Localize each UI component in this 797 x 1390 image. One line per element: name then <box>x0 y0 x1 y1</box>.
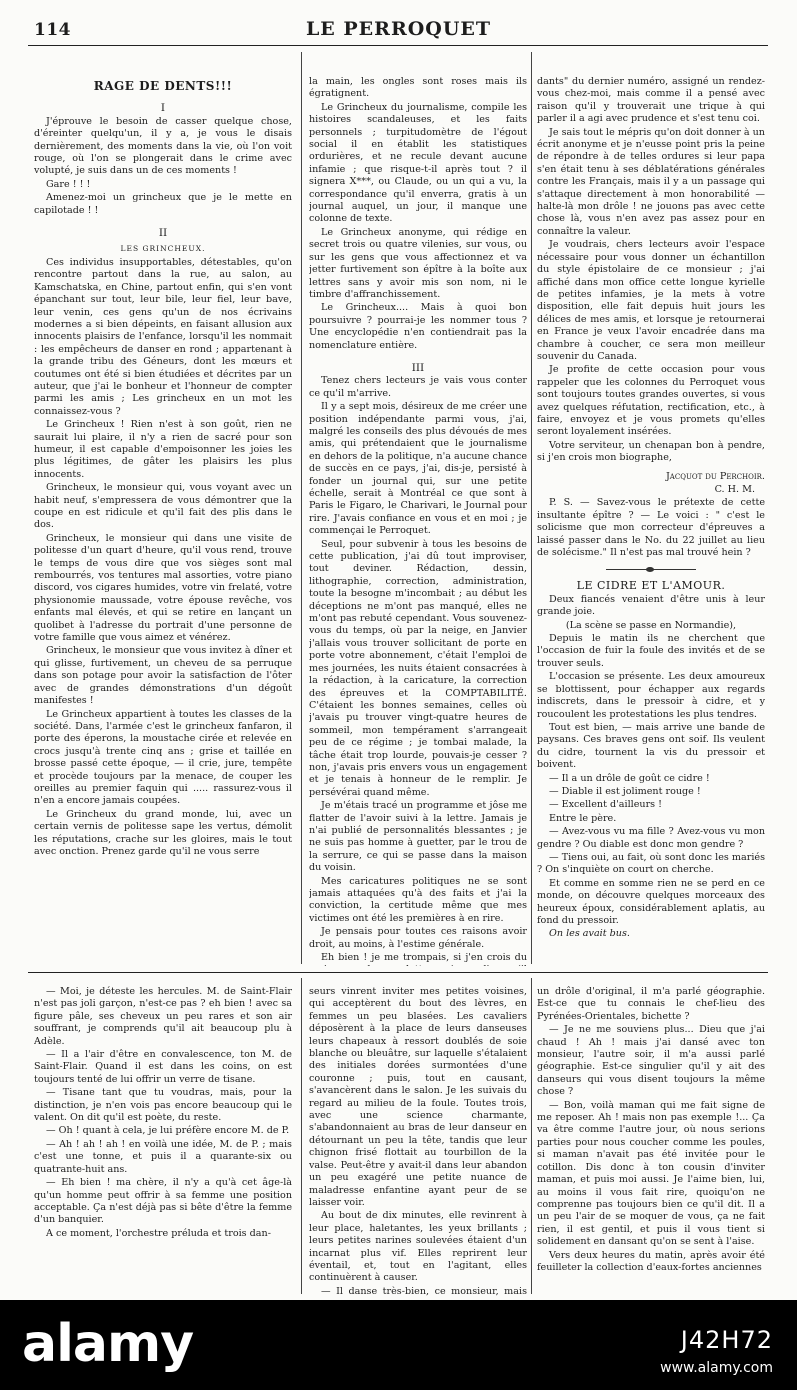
paragraph: Eh bien ! je me trompais, si j'en crois du <box>321 952 527 964</box>
stock-logo: alamy <box>22 1314 194 1374</box>
stock-image-id: J42H72 <box>680 1326 773 1354</box>
paragraph: Et comme en somme rien ne se perd en ce monde, on découvre quelques morceaux des heureux époux, considérablement aplatis, au fond du pressoir. <box>537 877 765 926</box>
paragraph: Tout est bien, — mais arrive une bande de paysans. Ces braves gens ont soif. Ils veulent du cidre, tournent la vis du pressoir et boivent. <box>537 721 765 771</box>
stock-watermark-banner <box>0 1300 797 1390</box>
paragraph: — Ah ! ah ! ah ! en voilà une idée, M. de P. ; mais c'est une tonne, et puis il a quarante-six ou quatrante-huit ans. <box>34 1138 292 1175</box>
paragraph: Tenez chers lecteurs je vais vous conter ce qu'il m'arrive. <box>309 375 527 399</box>
stock-url: www.alamy.com <box>660 1360 773 1376</box>
paragraph: — Il danse très-bien, ce monsieur, mais <box>321 1285 527 1296</box>
paragraph: — Diable il est joliment rouge ! <box>549 785 701 797</box>
paragraph: dants" du dernier numéro, assigné un rendez-vous chez-moi, mais comme il a pensé avec raison qu'il y trouverait une trique à qui parler il a agi avec prudence et s'est tenu coi. <box>537 76 765 125</box>
article-title-cidre: LE CIDRE ET L'AMOUR. <box>576 579 726 593</box>
paragraph: — Tisane tant que tu voudras, mais, pour la distinction, je n'en vois pas encore beaucoup qui le valent. On dit qu'il est poète, du reste. <box>34 1087 292 1124</box>
paragraph: Au bout de dix minutes, elle revinrent à leur place, haletantes, les yeux brillants ; leurs petites narines soulevées étaient d'un incarnat plus vif. Elles reprirent leur éventail, et, tout en l'agitant, elles continuèrent à causer. <box>309 1210 527 1284</box>
paragraph: Le Grincheux appartient à toutes les classes de la société. Dans, l'armée c'est le grincheux fanfaron, il porte des éperons, la moustache cirée et relevée en crocs jusqu'à trente cinq ans ; grise et taillée en brosse passé cette époque, — il crie, jure, tempête et procède toujours par la menace, de couper les oreilles au premier faquin qui ..... rassurez-vous il n'en a encore jamais coupées. <box>34 708 292 807</box>
paragraph: Le Grincheux du grand monde, lui, avec un certain vernis de politesse sape les vertus, démolit les réputations, crache sur les gloires, mais le tout avec onction. Prenez garde qu'il ne vous serre <box>34 808 292 857</box>
paragraph: — Je ne me souviens plus... Dieu que j'ai chaud ! Ah ! mais j'ai dansé avec ton monsieur, l'autre soir, il m'a aussi parlé géographie. Est-ce singulier qu'il y ait des danseurs qui vous disent toujours la même chose ? <box>537 1024 765 1098</box>
paragraph: Seul, pour subvenir à tous les besoins de cette publication, j'ai dû tout improviser, tout deviner. Rédaction, dessin, lithographie, correction, administration, toute la besogne m'incombait ; au début les déceptions ne m'ont pas manqué, elles ne m'ont pas rebuté cependant. Vous souvenez-vous du temps, où par la neige, en Janvier j'allais vous trouver sollicitant de porte en porte votre abonnement, c'était l'emploi de mes journées, les nuits étaient consacrées à la rédaction, à la caricature, la correction des épreuves et la COMPTABILITÉ. C'étaient les bonnes semaines, celles où j'avais pu trouver vingt-quatre heures de sommeil, mon tempérament s'arrangeait peu de ce régime ; je tombai malade, la tâche était trop lourde, pouvais-je cesser ? non, j'avais pris envers vous un engagement et je tenais à honneur de le remplir. Je persévérai quand même. <box>309 538 527 798</box>
paragraph: Le Grincheux ! Rien n'est à son goût, rien ne saurait lui plaire, il n'y a rien de sacré pour son humeur, il est capable d'empoisonner les joies les plus légitimes, de gâter les plaisirs les plus innocents. <box>34 419 292 480</box>
paragraph: — Oh ! quant à cela, je lui préfère encore M. de P. <box>46 1125 290 1137</box>
paragraph: — Moi, je déteste les hercules. M. de Saint-Flair n'est pas joli garçon, n'est-ce pas ? eh bien ! avec sa figure pâle, ses cheveux un peu rares et son air souffrant, je comprends qu'il ait beaucoup plu à Adèle. <box>34 986 292 1047</box>
paragraph: Mes caricatures politiques ne se sont jamais attaquées qu'à des faits et j'ai la conviction, la certitude même que mes victimes ont été les premières à en rire. <box>309 875 527 924</box>
paragraph: — Avez-vous vu ma fille ? Avez-vous vu mon gendre ? Ou diable est donc mon gendre ? <box>537 826 765 850</box>
bottom-column-3 <box>537 986 765 1296</box>
paragraph: — Bon, voilà maman qui me fait signe de me reposer. Ah ! mais non pas exemple !... Ça va être comme l'autre jour, où nous serions parties pour nous coucher comme les poules, si maman n'avait pas été invitée pour le cotillon. Dis donc à ton cousin d'inviter maman, et puis moi aussi. Je l'aime bien, lui, au moins il vous fait rire, quoiqu'on ne comprenne pas toujours bien ce qu'il dit. Il a un peu l'air de se moquer de vous, ça ne fait rien, il est gentil, et puis il vous tient si solidement en dansant qu'on se sent à l'aise. <box>537 1099 765 1248</box>
column-divider-1 <box>301 52 302 964</box>
paragraph: — Il a un drôle de goût ce cidre ! <box>549 772 710 784</box>
paragraph: — Il a l'air d'être en convalescence, ton M. de Saint-Flair. Quand il est dans les coins, on est toujours tenté de lui offrir un verre de tisane. <box>34 1049 292 1085</box>
article-title-rage: RAGE DE DENTS!!! <box>93 79 233 93</box>
stage-direction: (La scène se passe en Normandie), <box>565 619 737 631</box>
paragraph: la main, les ongles sont roses mais ils égratignent. <box>309 76 527 100</box>
column-2 <box>309 76 527 966</box>
section-numeral-3: III <box>411 361 425 374</box>
paragraph: Grincheux, le monsieur que vous invitez à dîner et qui glisse, furtivement, un cheveu de sa perruque dans son potage pour avoir la satisfaction de l'ôter avec de grandes démonstrations d'un dégoût manifestes ! <box>34 645 292 707</box>
postscript: P. S. — Savez-vous le prétexte de cette insultante épître ? — Le voici : " c'est le solicisme que mon correcteur d'épreuves a laissé passer dans le No. du 22 juillet au lieu de solécisme." Il n'est pas mal trouvé hein ? <box>537 497 765 559</box>
paragraph: — Eh bien ! ma chère, il n'y a qu'à cet âge-là qu'un homme peut offrir à sa femme une position acceptable. Ça n'est déjà pas si bête d'être la femme d'un banquier. <box>34 1177 292 1226</box>
paragraph: A ce moment, l'orchestre préluda et trois dan- <box>46 1227 271 1239</box>
section-numeral-1: I <box>160 102 166 115</box>
page-number: 114 <box>34 20 71 40</box>
paragraph: Le Grincheux du journalisme, compile les histoires scandaleuses, et les faits personnels ; turpitudomètre de l'égout social il en établit les statistiques ordurières, et ne recule devant aucune infamie ; que risque-t-il après tout ? il signera X***, ou Claude, ou un qui a vu, la correspondance qu'il enverra, gratis à un journal auquel, un jour, il manque une colonne de texte. <box>309 101 527 225</box>
column-3 <box>537 76 765 966</box>
paragraph: Je m'étais tracé un programme et jôse me flatter de l'avoir suivi à la lettre. Jamais je n'ai publié de personnalités blessantes ; je ne suis pas homme à guetter, par le trou de la serrure, ce qui se passe dans la maison du voisin. <box>309 800 527 874</box>
signature-pseudonym: Jacquot du Perchoir. <box>665 470 765 482</box>
header-rule <box>28 45 768 46</box>
column-1 <box>34 78 292 966</box>
paragraph: — Tiens oui, au fait, où sont donc les mariés ? On s'inquiète on court on cherche. <box>537 851 765 876</box>
paragraph: Le Grincheux.... Mais à quoi bon poursuivre ? pourrai-je les nommer tous ? Une encyclopédie n'en contiendrait pas la nomenclature entière. <box>309 302 527 351</box>
paragraph: Grincheux, le monsieur qui, vous voyant avec un habit neuf, s'empressera de vous démontrer que la coupe en est ridicule et qu'il fait des plis dans le dos. <box>34 482 292 531</box>
column-divider-4 <box>531 978 532 1294</box>
feuilleton-rule <box>28 972 768 973</box>
paragraph: Gare ! ! ! <box>46 178 91 190</box>
paragraph: Depuis le matin ils ne cherchent que l'occasion de fuir la foule des invités et de se trouver seuls. <box>537 633 765 669</box>
paragraph: L'occasion se présente. Les deux amoureux se blottissent, pour échapper aux regards indiscrets, dans le pressoir à cidre, et y roucoulent les protestations les plus tendres. <box>537 671 765 720</box>
closing-line: On les avait bus. <box>549 928 630 940</box>
bottom-column-1 <box>34 986 292 1296</box>
bottom-column-2 <box>309 986 527 1296</box>
paragraph: J'éprouve le besoin de casser quelque chose, d'éreinter quelqu'un, il y a, je vous le disais dernièrement, des moments dans la vie, où l'on voit rouge, où l'on se plongerait dans le crime avec volupté, je suis dans un de ces moments ! <box>34 115 292 177</box>
paragraph: un drôle d'original, il m'a parlé géographie. Est-ce que tu connais le chef-lieu des Pyrénées-Orientales, bichette ? <box>537 986 765 1022</box>
paragraph: Entre le père. <box>549 812 617 824</box>
paragraph: Je profite de cette occasion pour vous rappeler que les colonnes du Perroquet vous sont toujours toutes grandes ouvertes, si vous avez quelques réfutation, rectification, etc., à faire, envoyez et je vous promets qu'elles seront loyalement insérées. <box>537 364 765 438</box>
paragraph: Ces individus insupportables, détestables, qu'on rencontre partout dans la rue, au salon, au Kamschatska, en Chine, partout enfin, qui s'en vont épanchant sur tout, leur bile, leur fiel, leur bave, leur venin, ces gens qu'un de nos écrivains modernes a si bien dépeints, en faisant allusion aux innocents plaisirs de l'enfance, lorsqu'il les nommait : les empêcheurs de danser en rond ; appartenant à la grande tribu des Géneurs, dont les mœurs et coutumes ont été si bien étudiées et décrites par un auteur, que j'ai le bonheur et l'honneur de compter parmi les amis ; Les grincheux en un mot les connaissez-vous ? <box>34 256 292 417</box>
paragraph: — Excellent d'ailleurs ! <box>549 799 662 811</box>
paragraph: Je voudrais, chers lecteurs avoir l'espace nécessaire pour vous donner un échantillon du style épistolaire de ce monsieur ; j'ai affiché dans mon office cette longue kyrielle de petites infamies, je la mets à votre disposition, elle fait depuis huit jours les délices de mes amis, et lorsque je retournerai en France je veux l'avoir encadrée dans ma chambre à coucher, ce sera mon meilleur souvenir du Canada. <box>537 239 765 362</box>
paragraph: Amenez-moi un grincheux que je le mette en capilotade ! ! <box>34 192 292 216</box>
paragraph: Deux fiancés venaient d'être unis à leur grande joie. <box>537 593 765 618</box>
section-numeral-2: II <box>158 227 168 240</box>
paragraph: Vers deux heures du matin, après avoir été feuilleter la collection d'eaux-fortes anciennes <box>537 1249 765 1273</box>
paragraph: Il y a sept mois, désireux de me créer une position indépendante parmi vous, j'ai, malgré les conseils des plus dévoués de mes amis, qui prétendaient que le journalisme en dehors de la politique, n'a aucune chance de succès en ce pays, j'ai, dis-je, persisté à fonder un journal qui, sur une petite échelle, serait à Montréal ce que sont à Paris le Figaro, le Charivari, le Journal pour rire. J'avais confiance en vous et en moi ; je commençai le Perroquet. <box>309 401 527 537</box>
paragraph: Votre serviteur, un chenapan bon à pendre, si j'en crois mon biographe, <box>537 439 765 464</box>
column-divider-3 <box>301 978 302 1294</box>
column-divider-2 <box>531 52 532 964</box>
masthead-title: LE PERROQUET <box>305 18 492 40</box>
paragraph: seurs vinrent inviter mes petites voisines, qui acceptèrent du bout des lèvres, en femmes un peu blasées. Les cavaliers déposèrent à la place de leurs danseuses leurs chapeaux à ressort doublés de soie blanche ou bleuâtre, sur laquelle s'étalaient des initiales dorées surmontées d'une couronne ; puis, tout en causant, s'avancèrent dans le salon. Je les suivais du regard au milieu de la foule. Toutes trois, avec une science charmante, s'abandonnaient au bras de leur danseur en détournant un peu la tête, tandis que leur chignon frisé flottait au tourbillon de la valse. Peut-être y avait-il dans leur abandon un peu exagéré une petite nuance de maladresse enfantine ayant peur de se laisser voir. <box>309 986 527 1208</box>
ornament-divider <box>606 569 696 570</box>
paragraph: Le Grincheux anonyme, qui rédige en secret trois ou quatre vilenies, sur vous, ou sur les gens que vous affectionnez et va jetter furtivement son épître à la boîte aux lettres sans y avoir mis son nom, ni le timbre d'affranchissement. <box>309 226 527 300</box>
paragraph: Je sais tout le mépris qu'on doit donner à un écrit anonyme et je n'eusse point pris la peine de répondre à de telles ordures si leur papa s'en était tenu à ses déblatérations générales contre les Français, mais il y a un passage qui s'attaque directement à mon honorabilité — halte-là mon drôle ! ne jouons pas avec cette chose là, vous n'en avez pas assez pour en connaître la valeur. <box>537 126 765 237</box>
paragraph: Grincheux, le monsieur qui dans une visite de politesse d'un quart d'heure, qu'il vous rend, trouve le temps de vous dire que vos sièges sont mal rembourrés, vos tentures mal assorties, votre piano discord, vos cigares humides, votre vin frelaté, votre physionomie maussade, votre épouse revêche, vos enfants mal élevés, et qui se retire en lançant un quolibet à l'adresse du portrait d'une personne de votre famille que vous aimez et vénérez. <box>34 532 292 644</box>
section-subtitle: LES GRINCHEUX. <box>120 244 206 254</box>
paragraph: Je pensais pour toutes ces raisons avoir droit, au moins, à l'estime générale. <box>309 926 527 950</box>
signature-initials: C. H. M. <box>714 484 755 495</box>
